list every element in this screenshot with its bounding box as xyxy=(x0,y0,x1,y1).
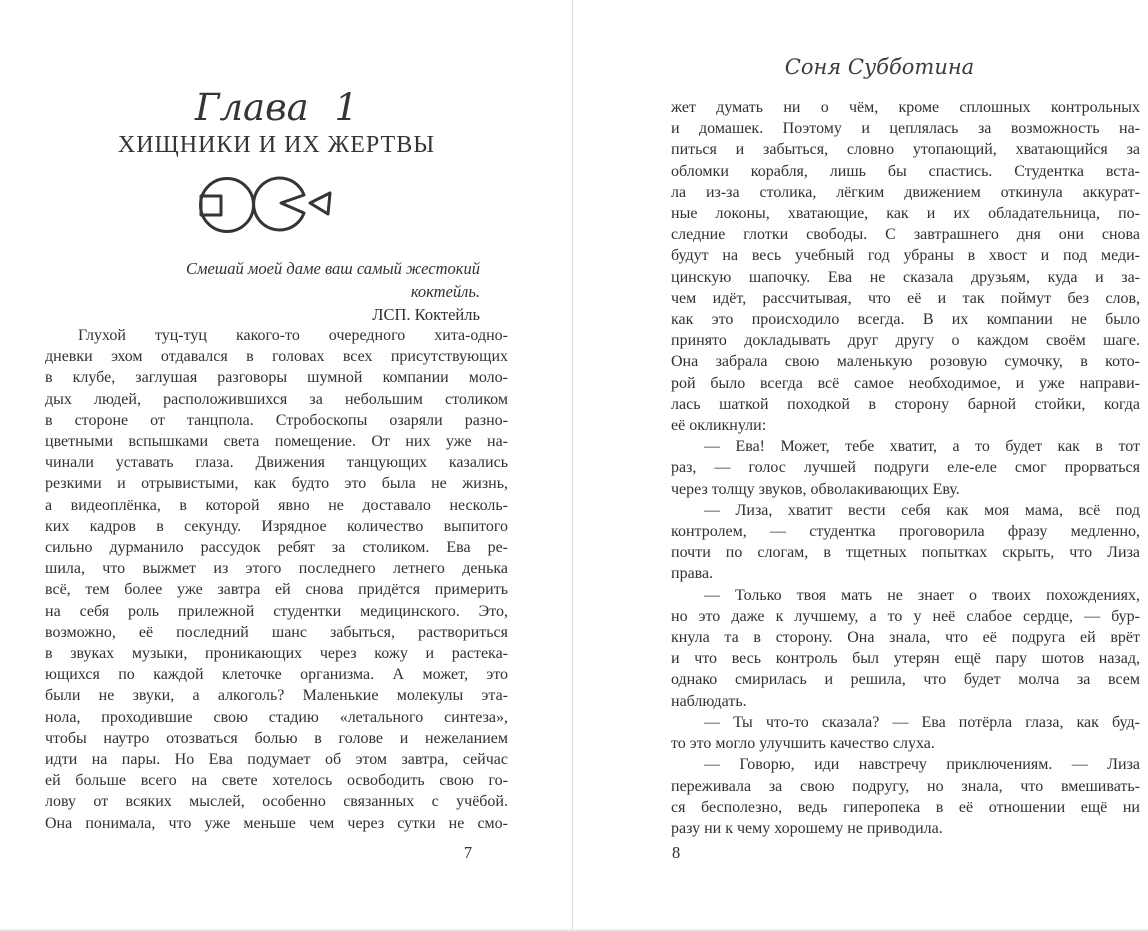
text-line: рой было всегда всё самое необходимое, и уже направи- xyxy=(671,374,1140,392)
text-line: и что весь контроль был утерян ещё пару шотов назад, xyxy=(671,650,1140,668)
text-line: идти на пары. Но Ева подумает об этом завтра, сейчас xyxy=(45,751,508,769)
text-line: почти по слогам, в тщетных попытках скрыть, что Лиза xyxy=(671,544,1140,562)
text-line: её окликнули: xyxy=(671,417,767,435)
text-line: принято докладывать друг другу о каждом своём шаге. xyxy=(671,332,1140,350)
text-line: но это даже к лучшему, а то у неё слабое сердце, — бур- xyxy=(671,607,1140,625)
text-line: кнула та в сторону. Она знала, что её подруга ей врёт xyxy=(671,629,1140,647)
text-line: через толщу звуков, обволакивающих Еву. xyxy=(671,480,960,498)
epigraph xyxy=(146,257,480,326)
text-line: ся бесполезно, ведь гиперопека в её отношении ещё ни xyxy=(671,798,1140,816)
text-line: дневки эхом отдавался в головах всех присутствующих xyxy=(45,348,508,366)
text-line: контролем, — студентка проговорила фразу медленно, xyxy=(671,523,1140,541)
text-line: в звуках музыки, проникающих через кожу и растека- xyxy=(45,645,508,663)
text-line: Она понимала, что уже меньше чем через сутки не смо- xyxy=(45,814,508,832)
text-line: то это могло улучшить качество слуха. xyxy=(671,735,935,753)
text-line: — Ты что-то сказала? — Ева потёрла глаза, как буд- xyxy=(704,713,1140,731)
text-line: возможно, её последний шанс забыться, раствориться xyxy=(45,623,508,641)
text-line: нола, проходившие свою стадию «летального синтеза», xyxy=(45,708,508,726)
page-spine-divider xyxy=(572,0,573,931)
text-line: сильно дурманило рассудок ребят за столиком. Ева ре- xyxy=(45,539,508,557)
text-line: ей больше всего на свете хотелось освободить свою го- xyxy=(45,772,508,790)
text-line: были не звуки, а алкоголь? Маленькие молекулы эта- xyxy=(45,687,508,705)
text-line: в клубе, заглушая разговоры шумной компании моло- xyxy=(45,369,508,387)
text-line: в стороне от танцпола. Стробоскопы озаряли разно- xyxy=(45,411,508,429)
text-line: раз, — голос лучшей подруги еле-еле смог прорваться xyxy=(671,459,1140,477)
text-line: питься и забыться, словно утопающий, хватающийся за xyxy=(671,141,1140,159)
text-line: ющихся по каждой клеточке организма. А может, это xyxy=(45,666,508,684)
text-line: а видеоплёнка, в которой явно не доставало несколь- xyxy=(45,496,508,514)
text-line: лась шаткой походкой в сторону барной стойки, когда xyxy=(671,395,1140,413)
left-page-body xyxy=(45,325,508,834)
two-circles-pacman-doodle-icon xyxy=(195,172,337,238)
text-line: наблюдать. xyxy=(671,692,747,710)
text-line: Глухой туц-туц какого-то очередного хита-одно- xyxy=(78,327,508,344)
text-line: всё, тем более уже завтра ей снова придётся примерить xyxy=(45,581,508,599)
text-line: ких кадров в секунду. Изрядное количество выпитого xyxy=(45,517,508,535)
text-line: — Лиза, хватит вести себя как моя мама, всё под xyxy=(704,501,1140,519)
chapter-title: ХИЩНИКИ И ИХ ЖЕРТВЫ xyxy=(117,132,436,158)
text-line: и домашек. Поэтому и цеплялась за возможность на- xyxy=(671,120,1140,138)
text-line: следние глотки свободы. С завтрашнего дня они снова xyxy=(671,226,1140,244)
text-line: чем идёт, рассчитывая, что её и так поймут без слов, xyxy=(671,289,1140,307)
text-line: переживала за свою подругу, но знала, что вмешивать- xyxy=(671,777,1140,795)
text-line: однако смирилась и решила, что будет молча за всем xyxy=(671,671,1140,689)
text-line: лову от всяких мыслей, особенно связанных с учёбой. xyxy=(45,793,508,811)
text-line: Она забрала свою маленькую розовую сумочку, в кото- xyxy=(671,353,1140,371)
text-line: как это происходило всегда. В их компании не было xyxy=(671,311,1140,329)
text-line: чтобы наутро отозваться болью в голове и нежеланием xyxy=(45,729,508,747)
text-line: — Только твоя мать не знает о твоих похождениях, xyxy=(704,586,1140,604)
text-line: чинали уставать глаза. Движения танцующих казались xyxy=(45,454,508,472)
running-head-author: Соня Субботина xyxy=(784,55,975,79)
text-line: цветными вспышками света помещение. От них уже на- xyxy=(45,433,508,451)
epigraph-text: Смешай моей даме ваш самый жестокий коктейль. xyxy=(185,259,480,301)
chapter-number-label: Глава 1 xyxy=(194,86,358,129)
text-line: — Ева! Может, тебе хватит, а то будет как в тот xyxy=(704,438,1140,456)
text-line: дых людей, расположившихся за небольшим столиком xyxy=(45,390,508,408)
text-line: цинскую шапочку. Ева не сказала друзьям, куда и за- xyxy=(671,268,1140,286)
text-line: обломки корабля, лишь бы спастись. Студентка вста- xyxy=(671,162,1140,180)
left-page xyxy=(45,0,508,931)
text-line: будут на весь учебный год убраны в хвост и под меди- xyxy=(671,247,1140,265)
text-line: на себя роль прилежной студентки медицинского. Это, xyxy=(45,602,508,620)
text-line: ла из-за столика, лёгким движением откинула аккурат- xyxy=(671,183,1140,201)
left-page-number: 7 xyxy=(463,843,473,862)
text-line: шила, что выжмет из этого последнего летнего денька xyxy=(45,560,508,578)
text-line: разу ни к чему хорошему не приводила. xyxy=(671,819,943,837)
text-line: резкими и отрывистыми, как будто это была не жизнь, xyxy=(45,475,508,493)
right-page-number: 8 xyxy=(672,843,681,862)
text-line: жет думать ни о чём, кроме сплошных контрольных xyxy=(671,99,1140,116)
right-page xyxy=(671,0,1140,931)
right-page-body xyxy=(671,97,1140,839)
text-line: — Говорю, иди навстречу приключениям. — Лиза xyxy=(704,756,1140,774)
text-line: ные локоны, хватающие, как и их обладательница, по- xyxy=(671,205,1140,223)
epigraph-attribution: ЛСП. Коктейль xyxy=(372,305,480,324)
text-line: права. xyxy=(671,565,714,583)
